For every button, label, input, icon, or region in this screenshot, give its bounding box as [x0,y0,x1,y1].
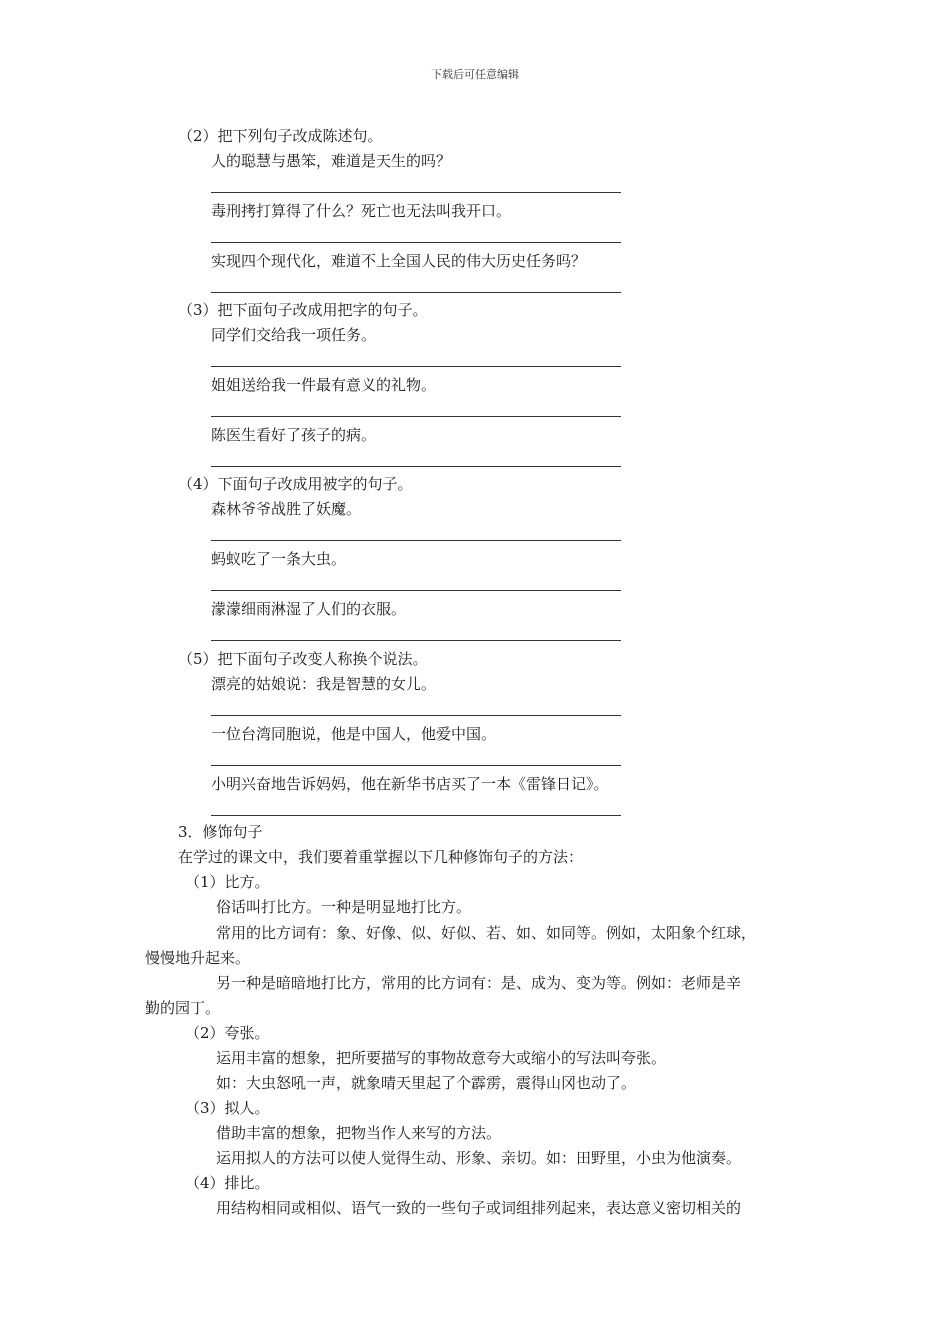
exercise-sentence: 蚂蚁吃了一条大虫。 [211,550,347,568]
part-3-intro: 在学过的课文中，我们要着重掌握以下几种修饰句子的方法： [178,848,584,866]
method-2-title: （2）夸张。 [185,1024,270,1042]
exercise-sentence: 一位台湾同胞说，他是中国人，他爱中国。 [211,725,497,743]
answer-line [211,540,621,541]
exercise-sentence: 森林爷爷战胜了妖魔。 [211,500,362,518]
section-5-title: （5）把下面句子改变人称换个说法。 [178,650,428,668]
answer-line [211,292,621,293]
answer-line [211,815,621,816]
page-header: 下载后可任意编辑 [431,68,519,81]
answer-line [211,765,621,766]
method-3-text: 运用拟人的方法可以使人觉得生动、形象、亲切。如：田野里，小虫为他演奏。 [216,1149,742,1167]
answer-line [211,640,621,641]
method-3-text: 借助丰富的想象，把物当作人来写的方法。 [216,1124,502,1142]
answer-line [211,416,621,417]
method-1-text: 常用的比方词有：象、好像、似、好似、若、如、如同等。例如，太阳象个红球， [216,924,757,942]
exercise-sentence: 同学们交给我一项任务。 [211,326,377,344]
answer-line [211,242,621,243]
answer-line [211,192,621,193]
exercise-sentence: 濛濛细雨淋湿了人们的衣服。 [211,600,407,618]
answer-line [211,715,621,716]
section-4-title: （4）下面句子改成用被字的句子。 [178,475,413,493]
answer-line [211,590,621,591]
method-2-text: 运用丰富的想象，把所要描写的事物故意夸大或缩小的写法叫夸张。 [216,1049,667,1067]
method-4-text: 用结构相同或相似、语气一致的一些句子或词组排列起来，表达意义密切相关的 [216,1199,742,1217]
section-2-title: （2）把下列句子改成陈述句。 [178,127,383,145]
method-2-text: 如：大虫怒吼一声，就象晴天里起了个霹雳，震得山冈也动了。 [216,1074,637,1092]
method-1-text: 俗话叫打比方。一种是明显地打比方。 [216,898,472,916]
method-3-title: （3）拟人。 [185,1099,270,1117]
exercise-sentence: 姐姐送给我一件最有意义的礼物。 [211,376,437,394]
method-1-text: 另一种是暗暗地打比方，常用的比方词有：是、成为、变为等。例如：老师是辛 [216,974,742,992]
method-1-text: 勤的园丁。 [145,999,221,1017]
answer-line [211,366,621,367]
method-1-text: 慢慢地升起来。 [145,949,251,967]
method-4-title: （4）排比。 [185,1174,270,1192]
exercise-sentence: 实现四个现代化，难道不上全国人民的伟大历史任务吗？ [211,252,587,270]
exercise-sentence: 漂亮的姑娘说：我是智慧的女儿。 [211,675,437,693]
answer-line [211,466,621,467]
part-3-heading: 3．修饰句子 [178,823,263,841]
section-3-title: （3）把下面句子改成用把字的句子。 [178,301,428,319]
method-1-title: （1）比方。 [185,873,270,891]
exercise-sentence: 小明兴奋地告诉妈妈，他在新华书店买了一本《雷锋日记》。 [211,775,609,793]
exercise-sentence: 陈医生看好了孩子的病。 [211,426,377,444]
exercise-sentence: 人的聪慧与愚笨，难道是天生的吗？ [211,152,452,170]
exercise-sentence: 毒刑拷打算得了什么？死亡也无法叫我开口。 [211,202,512,220]
